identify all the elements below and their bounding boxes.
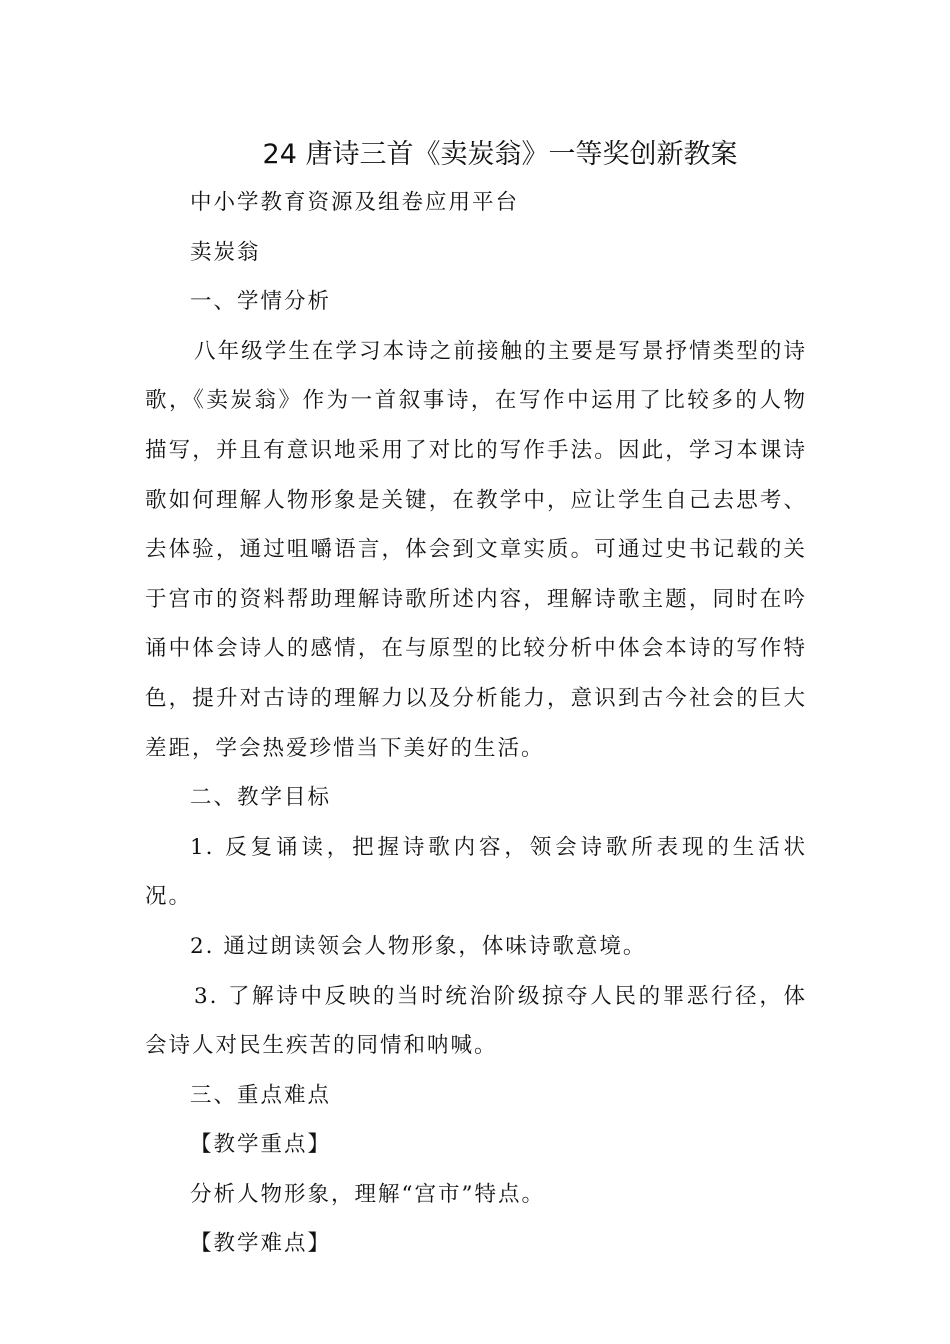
section-heading-goals: 二、教学目标 bbox=[190, 785, 332, 811]
section-heading-analysis: 一、学情分析 bbox=[190, 289, 332, 315]
section-heading-key-points: 三、重点难点 bbox=[190, 1082, 332, 1108]
poem-title: 卖炭翁 bbox=[190, 239, 261, 265]
analysis-paragraph: 八年级学生在学习本诗之前接触的主要是写景抒情类型的诗歌，《卖炭翁》作为一首叙事诗，在写作中运用了比较多的人物描写，并且有意识地采用了对比的写作手法。因此，学习本课诗歌如何理解人物形象是关键，在教学中，应让学生自己去思考、去体验，通过咀嚼语言，体会到文章实质。可通过史书记载的关于宫市的资料帮助理解诗歌所述内容，理解诗歌主题，同时在吟诵中体会诗人的感情，在与原型的比较分析中体会本诗的写作特色，提升对古诗的理解力以及分析能力，意识到古今社会的巨大差距，学会热爱珍惜当下美好的生活。 bbox=[145, 338, 807, 761]
goal-item-1: 1. 反复诵读，把握诗歌内容，领会诗歌所表现的生活状况。 bbox=[145, 834, 807, 910]
focus-text: 分析人物形象，理解“宫市”特点。 bbox=[190, 1181, 545, 1207]
document-body bbox=[145, 178, 807, 1269]
goal-item-3: 3. 了解诗中反映的当时统治阶级掠夺人民的罪恶行径，体会诗人对民生疾苦的同情和呐喊。 bbox=[145, 983, 807, 1059]
subheading-difficulty: 【教学难点】 bbox=[190, 1231, 332, 1257]
subheading-focus: 【教学重点】 bbox=[190, 1132, 332, 1158]
source-line: 中小学教育资源及组卷应用平台 bbox=[190, 190, 520, 215]
goal-item-2: 2. 通过朗读领会人物形象，体味诗歌意境。 bbox=[190, 933, 647, 959]
document-title: 24 唐诗三首《卖炭翁》一等奖创新教案 bbox=[262, 139, 738, 170]
